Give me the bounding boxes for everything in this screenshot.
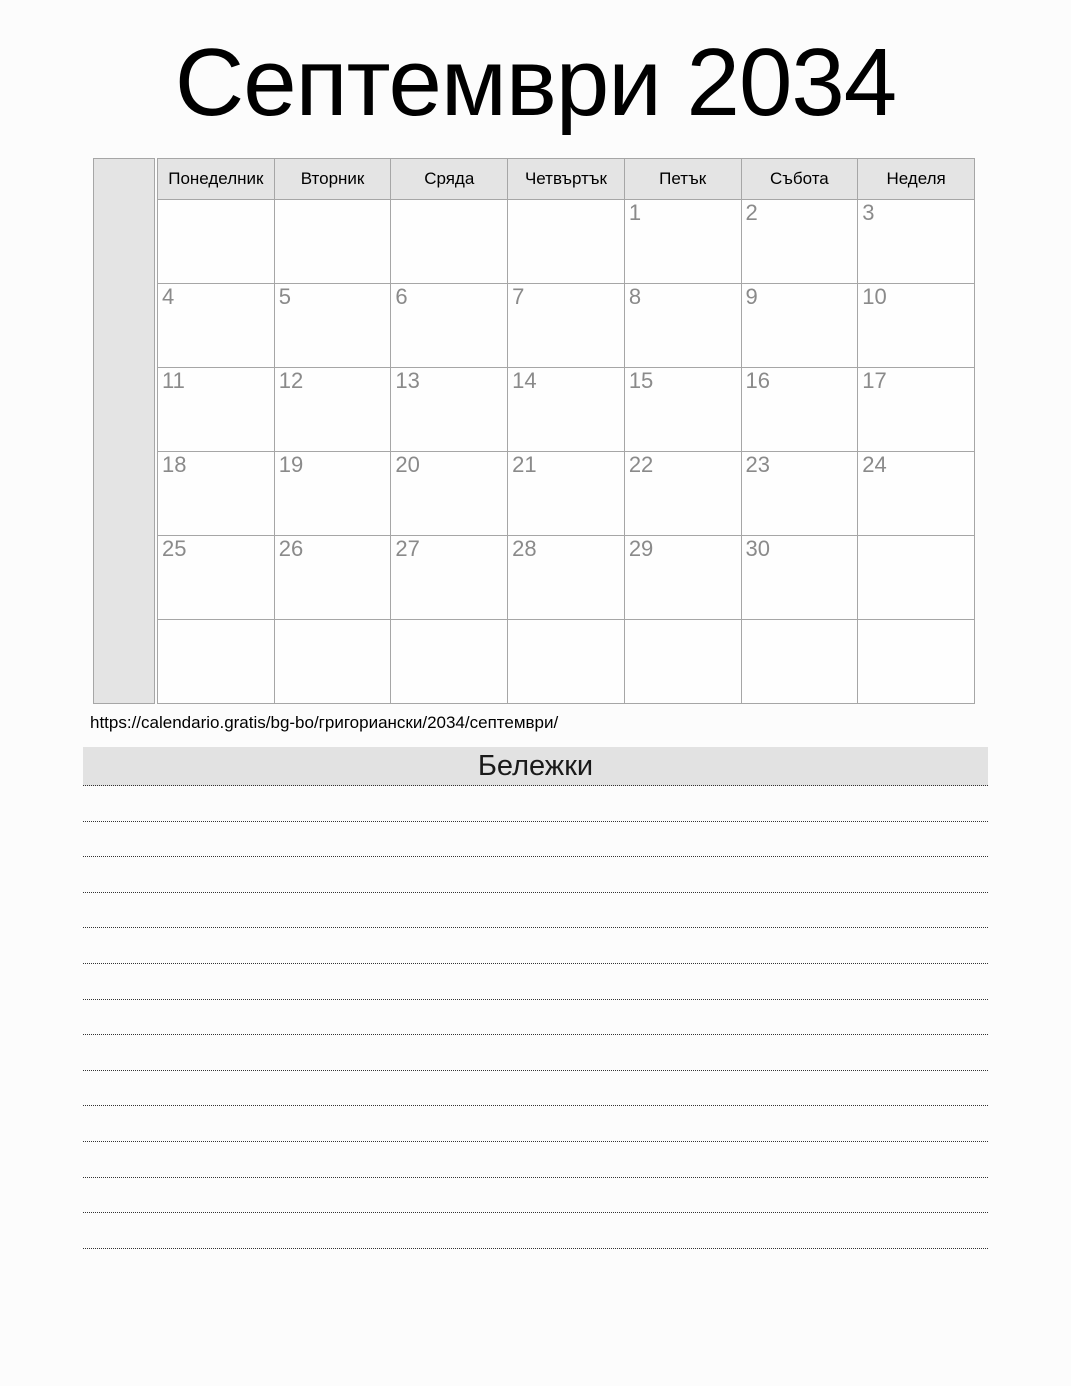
day-number: 13: [395, 368, 420, 393]
calendar-day-cell: [508, 368, 625, 452]
day-number: 27: [395, 536, 420, 561]
calendar-header-row: [158, 159, 975, 200]
calendar-week-row: [158, 200, 975, 284]
calendar-day-cell: [858, 368, 975, 452]
calendar-day-cell: [741, 200, 858, 284]
note-line: [83, 1178, 988, 1214]
day-number: 16: [745, 368, 770, 393]
note-line: [83, 928, 988, 964]
calendar-day-cell: [391, 284, 508, 368]
day-number: 30: [745, 536, 770, 561]
day-number: 19: [278, 452, 304, 477]
calendar-day-cell: [741, 284, 858, 368]
calendar-day-cell: [158, 284, 275, 368]
calendar-week-row: [158, 284, 975, 368]
note-line: [83, 1071, 988, 1107]
notes-title: Бележки: [83, 747, 988, 786]
calendar-empty-cell: [274, 620, 391, 704]
day-number: 8: [628, 284, 642, 309]
day-number: 29: [628, 536, 654, 561]
calendar-day-cell: [274, 452, 391, 536]
calendar-day-cell: [741, 368, 858, 452]
calendar-day-cell: [858, 200, 975, 284]
day-number: 17: [862, 368, 887, 393]
day-number: 5: [278, 284, 291, 309]
calendar-day-cell: [624, 452, 741, 536]
note-line: [83, 786, 988, 822]
calendar-empty-cell: [391, 620, 508, 704]
day-number: 12: [278, 368, 304, 393]
day-number: 6: [395, 284, 408, 309]
calendar-empty-cell: [624, 620, 741, 704]
calendar-week-row: [158, 452, 975, 536]
calendar-day-cell: [158, 452, 275, 536]
calendar-day-cell: [858, 452, 975, 536]
calendar-table: [157, 158, 975, 704]
day-number: 4: [162, 284, 175, 309]
day-number: 2: [745, 200, 758, 225]
day-number: 26: [278, 536, 304, 561]
note-line: [83, 822, 988, 858]
page-title: Септември 2034: [174, 29, 897, 136]
day-number: 10: [862, 284, 887, 309]
calendar-day-cell: [391, 368, 508, 452]
day-number: 1: [628, 200, 642, 225]
weekday-header-tuesday: Вторник: [274, 159, 391, 200]
notes-section: [83, 747, 988, 1249]
day-number: 21: [512, 452, 537, 477]
note-line: [83, 1142, 988, 1178]
weekday-header-sunday: Неделя: [858, 159, 975, 200]
day-number: 24: [862, 452, 887, 477]
calendar: [93, 158, 975, 704]
calendar-grid-body: [158, 200, 975, 704]
calendar-day-cell: [508, 284, 625, 368]
calendar-day-cell: [624, 200, 741, 284]
day-number: 28: [512, 536, 537, 561]
calendar-day-cell: [158, 536, 275, 620]
note-line: [83, 964, 988, 1000]
calendar-empty-cell: [858, 620, 975, 704]
calendar-week-row: [158, 620, 975, 704]
calendar-empty-cell: [274, 200, 391, 284]
day-number: 23: [745, 452, 770, 477]
day-number: 7: [512, 284, 525, 309]
calendar-empty-cell: [158, 620, 275, 704]
calendar-day-cell: [274, 368, 391, 452]
source-url: https://calendario.gratis/bg-bo/григориански/2034/септември/: [90, 713, 559, 732]
calendar-empty-cell: [741, 620, 858, 704]
note-line: [83, 857, 988, 893]
day-number: 25: [162, 536, 187, 561]
calendar-empty-cell: [508, 620, 625, 704]
note-line: [83, 1000, 988, 1036]
calendar-empty-cell: [508, 200, 625, 284]
calendar-day-cell: [391, 452, 508, 536]
calendar-week-row: [158, 368, 975, 452]
calendar-day-cell: [858, 284, 975, 368]
calendar-day-cell: [741, 536, 858, 620]
day-number: 9: [745, 284, 758, 309]
note-line: [83, 893, 988, 929]
weekday-header-monday: Понеделник: [158, 159, 275, 200]
calendar-week-row: [158, 536, 975, 620]
calendar-day-cell: [624, 536, 741, 620]
calendar-day-cell: [508, 536, 625, 620]
calendar-empty-cell: [158, 200, 275, 284]
weekday-header-thursday: Четвъртък: [508, 159, 625, 200]
calendar-day-cell: [741, 452, 858, 536]
day-number: 18: [162, 452, 187, 477]
calendar-empty-cell: [391, 200, 508, 284]
weekday-header-saturday: Събота: [741, 159, 858, 200]
weekday-header-friday: Петък: [624, 159, 741, 200]
day-number: 14: [512, 368, 537, 393]
day-number: 3: [862, 200, 875, 225]
calendar-day-cell: [624, 284, 741, 368]
notes-lines: [83, 786, 988, 1249]
day-number: 20: [395, 452, 420, 477]
note-line: [83, 1035, 988, 1071]
note-line: [83, 1213, 988, 1249]
day-number: 22: [628, 452, 654, 477]
calendar-day-cell: [391, 536, 508, 620]
calendar-day-cell: [274, 536, 391, 620]
day-number: 15: [628, 368, 654, 393]
calendar-day-cell: [508, 452, 625, 536]
calendar-day-cell: [624, 368, 741, 452]
week-number-strip: [93, 158, 155, 704]
calendar-day-cell: [274, 284, 391, 368]
weekday-header-wednesday: Сряда: [391, 159, 508, 200]
note-line: [83, 1106, 988, 1142]
calendar-empty-cell: [858, 536, 975, 620]
calendar-day-cell: [158, 368, 275, 452]
day-number: 11: [162, 368, 185, 393]
